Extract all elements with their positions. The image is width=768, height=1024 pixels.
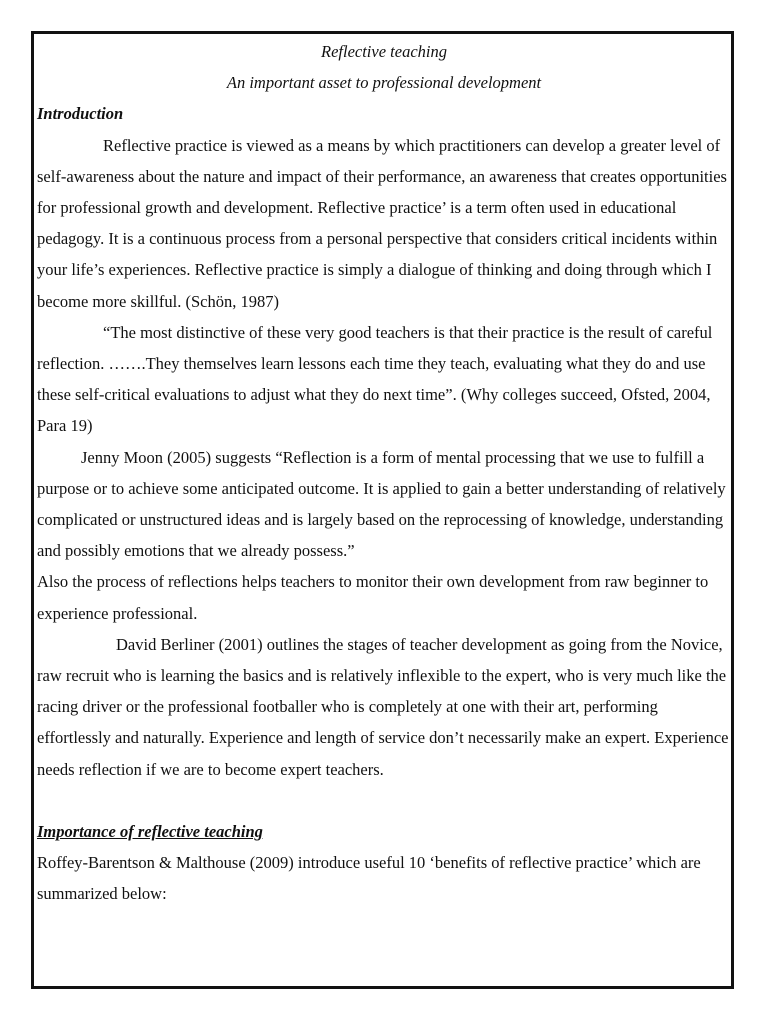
importance-heading: Importance of reflective teaching — [37, 822, 263, 842]
paragraph-david-berliner: David Berliner (2001) outlines the stages of teacher development as going from the Novice, raw recruit who is learning the basics and is relatively inflexible to the expert, who is very much like the racing driver or the professional footballer who is completely at one with their art, performing effortlessly and naturally. Experience and length of service don’t necessarily make an expert. Experience needs reflection if we are to become expert teachers. — [37, 634, 729, 779]
document-subtitle: An important asset to professional development — [226, 73, 542, 93]
document-title: Reflective teaching — [321, 42, 447, 61]
blank-line — [37, 785, 731, 816]
paragraph-ofsted-quote: “The most distinctive of these very good teachers is that their practice is the result of careful reflection. …….They themselves learn lessons each time they teach, evaluating what they do and use these self-critical evaluations to adjust what they do next time”. (Why colleges succeed, Ofsted, 2004, Para 19) — [37, 322, 713, 436]
paragraph-process-of-reflections: Also the process of reflections helps teachers to monitor their own development from raw beginner to experience professional. — [37, 572, 709, 623]
introduction-heading: Introduction — [37, 104, 124, 124]
page-frame — [31, 31, 734, 989]
paragraph-jenny-moon: Jenny Moon (2005) suggests “Reflection is a form of mental processing that we use to fulfill a purpose or to achieve some anticipated outcome. It is applied to gain a better understanding of relatively complicated or unstructured ideas and is largely based on the reprocessing of knowledge, understanding and possibly emotions that we already possess.” — [37, 447, 726, 561]
document-body — [37, 36, 731, 910]
paragraph-reflective-practice: Reflective practice is viewed as a means by which practitioners can develop a greater level of self-awareness about the nature and impact of their performance, an awareness that creates opportunities for professional growth and development. Reflective practice’ is a term often used in educational pedagogy. It is a continuous process from a personal perspective that considers critical incidents within your life’s experiences. Reflective practice is simply a dialogue of thinking and doing through which I become more skillful. (Schön, 1987) — [37, 135, 727, 311]
paragraph-benefits-intro: Roffey-Barentson & Malthouse (2009) introduce useful 10 ‘benefits of reflective practice’ which are summarized below: — [37, 853, 701, 904]
